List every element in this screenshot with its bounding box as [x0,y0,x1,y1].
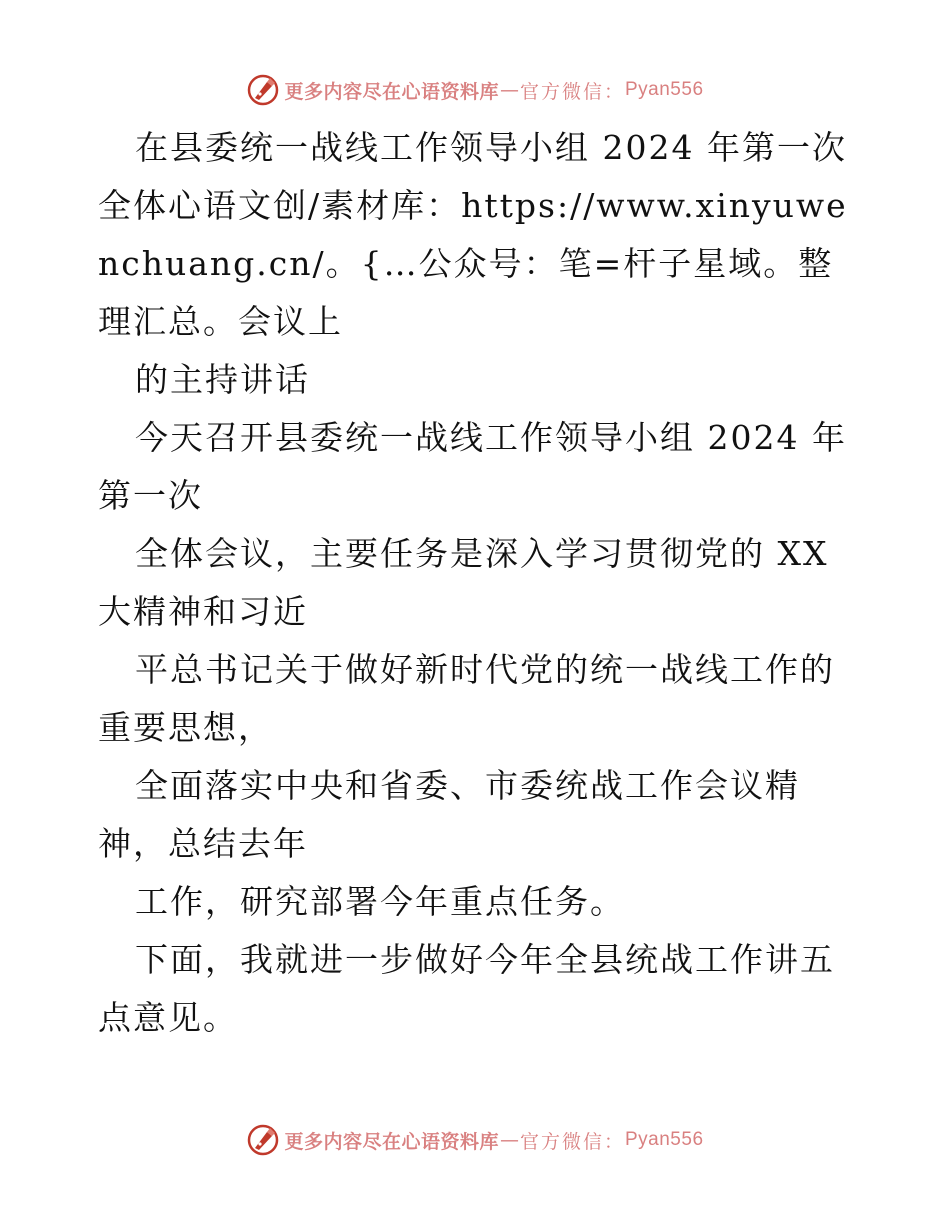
body-paragraph-3: 今天召开县委统一战线工作领导小组 2024 年第一次 [98,418,847,515]
body-paragraph-5: 平总书记关于做好新时代党的统一战线工作的重要思想， [98,650,835,747]
document-body [98,119,858,1047]
banner-separator: — [499,79,519,101]
banner-wechat-id: Pyan556 [625,79,704,100]
pen-nib-logo-icon [246,1123,280,1157]
header-watermark-banner [0,70,950,110]
banner-wechat-id: Pyan556 [625,1129,704,1150]
body-paragraph-7: 工作，研究部署今年重点任务。 [135,882,625,921]
body-paragraph-6: 全面落实中央和省委、市委统战工作会议精神，总结去年 [98,766,800,863]
banner-wechat-label: 官方微信： [519,1130,625,1153]
body-paragraph-2: 的主持讲话 [135,360,310,399]
banner-brand-text: 更多内容尽在心语资料库 [284,80,499,103]
banner-brand-text: 更多内容尽在心语资料库 [284,1130,499,1153]
body-paragraph-4: 全体会议，主要任务是深入学习贯彻党的 XX 大精神和习近 [98,534,829,631]
footer-watermark-banner [0,1120,950,1160]
body-paragraph-8: 下面，我就进一步做好今年全县统战工作讲五点意见。 [98,940,835,1037]
banner-wechat-label: 官方微信： [519,80,625,103]
pen-nib-logo-icon [246,73,280,107]
banner-separator: — [499,1129,519,1151]
body-paragraph-1: 在县委统一战线工作领导小组 2024 年第一次全体心语文创/素材库：https://www.xinyuwenchuang.cn/。{…公众号：笔=杆子星域。整理汇总。会议上 [98,128,848,341]
